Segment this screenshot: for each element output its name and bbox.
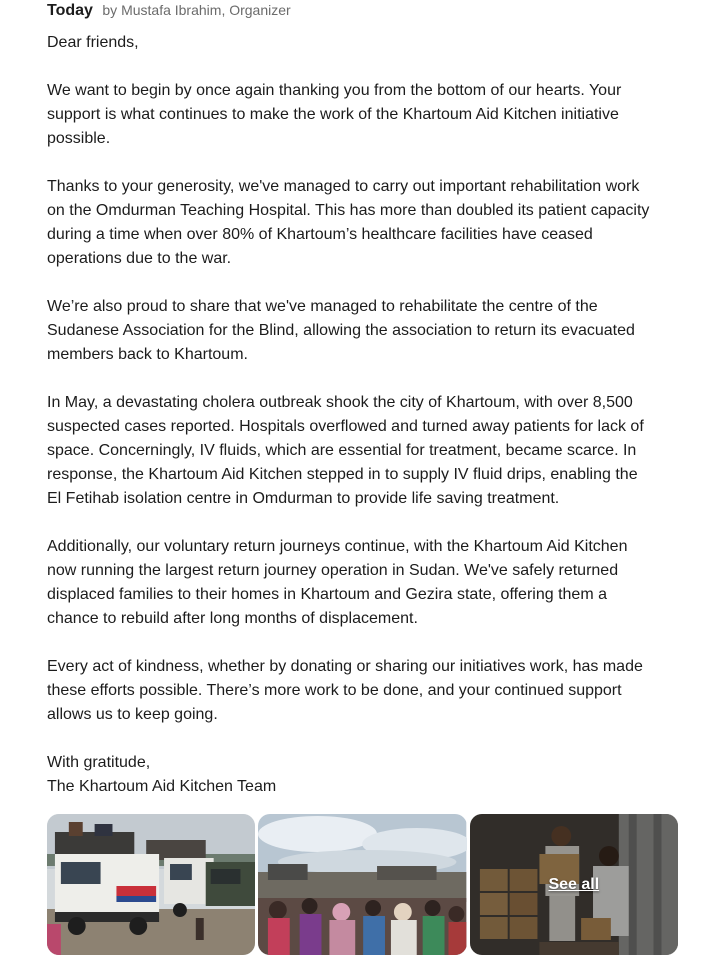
update-paragraph [47,175,687,271]
update-signoff [47,751,687,799]
update-paragraph [47,295,687,367]
text-line: suspected cases reported. Hospitals overflowed and turned away patients for lack of [47,418,644,435]
text-line: Every act of kindness, whether by donating or sharing our initiatives work, has made [47,658,643,675]
update-paragraph [47,655,687,727]
update-paragraph [47,535,687,631]
text-line: In May, a devastating cholera outbreak shook the city of Khartoum, with over 8,500 [47,394,633,411]
text-line: response, the Khartoum Aid Kitchen stepped in to supply IV fluid drips, enabling the [47,466,638,483]
trucks-photo-icon [47,814,255,955]
text-line: these efforts possible. There’s more work to be done, and your continued support [47,682,622,699]
update-byline: by Mustafa Ibrahim, Organizer [102,2,291,18]
text-line: support is what continues to make the work of the Khartoum Aid Kitchen initiative [47,106,619,123]
gallery-photo-crowd[interactable] [258,814,466,955]
update-paragraph [47,391,687,511]
text-line: space. Concerningly, IV fluids, which are essential for treatment, became scarce. In [47,442,637,459]
text-line: during a time when over 80% of Khartoum’s healthcare facilities have ceased [47,226,593,243]
text-line: We’re also proud to share that we've managed to rehabilitate the centre of the [47,298,598,315]
signoff-closing: With gratitude, [47,754,151,771]
text-line: Thanks to your generosity, we've managed to carry out important rehabilitation work [47,178,640,195]
text-line: Additionally, our voluntary return journeys continue, with the Khartoum Aid Kitchen [47,538,628,555]
text-line: members back to Khartoum. [47,346,248,363]
text-line: We want to begin by once again thanking you from the bottom of our hearts. Your [47,82,622,99]
crowd-photo-icon [258,814,466,955]
text-line: El Fetihab isolation centre in Omdurman to provide life saving treatment. [47,490,560,507]
see-all-overlay[interactable] [470,814,678,955]
text-line: chance to rebuild after long months of displacement. [47,610,418,627]
text-line: Sudanese Association for the Blind, allowing the association to return its evacuated [47,322,635,339]
text-line: allows us to keep going. [47,706,218,723]
see-all-link[interactable]: See all [548,875,600,893]
text-line: Dear friends, [47,34,139,51]
text-line: operations due to the war. [47,250,232,267]
update-date: Today [47,2,93,19]
update-header [47,0,687,20]
update-paragraph [47,79,687,151]
update-post [47,0,687,799]
gallery-photo-trucks[interactable] [47,814,255,955]
photo-gallery [47,814,678,955]
text-line: displaced families to their homes in Khartoum and Gezira state, offering them a [47,586,607,603]
update-greeting [47,31,687,55]
text-line: possible. [47,130,111,147]
signoff-signature: The Khartoum Aid Kitchen Team [47,778,277,795]
update-body [47,31,687,799]
text-line: on the Omdurman Teaching Hospital. This has more than doubled its patient capacity [47,202,650,219]
text-line: now running the largest return journey operation in Sudan. We've safely returned [47,562,619,579]
gallery-photo-boxes[interactable] [470,814,678,955]
